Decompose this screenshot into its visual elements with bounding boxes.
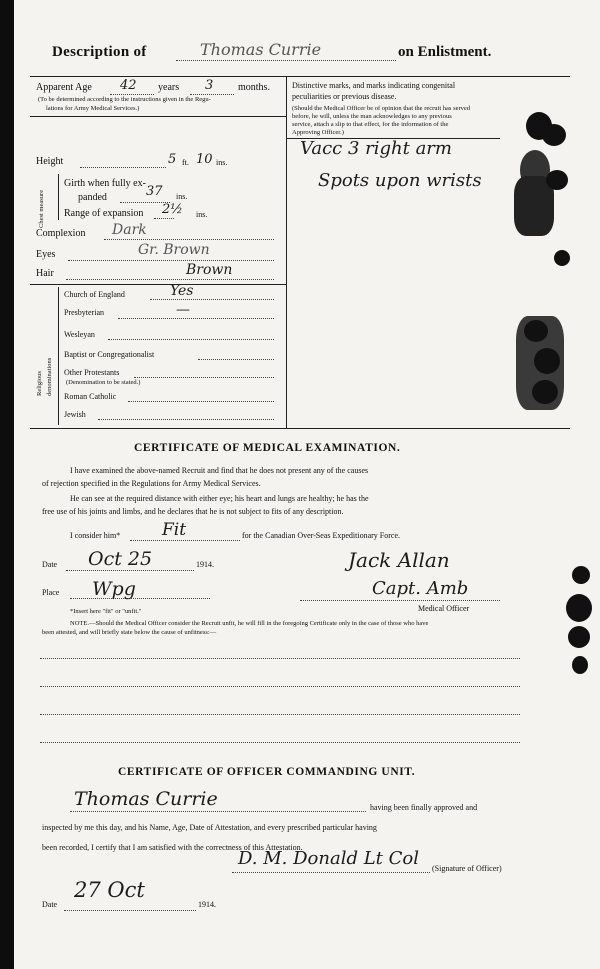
medical-note-line4: Approving Officer.) [292, 129, 344, 136]
scan-blot [572, 656, 588, 674]
medical-paragraph-1-line2: of rejection specified in the Regulations for Army Medical Services. [42, 479, 261, 488]
girth-label-cont: panded [78, 192, 107, 203]
girth-ins-abbr: ins. [176, 192, 188, 201]
scan-blot [524, 320, 548, 342]
date-label-medical: Date [42, 560, 58, 569]
blank-line [40, 714, 520, 715]
officer-year-label: 1914. [198, 900, 216, 909]
religion-other-protestants: Other Protestants [64, 368, 120, 377]
blank-line [40, 658, 520, 659]
medical-date-value: Oct 25 [88, 548, 153, 570]
religion-roman-catholic: Roman Catholic [64, 392, 117, 401]
complexion-value: Dark [112, 222, 147, 238]
religion-church-of-england-mark: Yes [170, 283, 194, 299]
religion-denomination-note: (Denomination to be stated.) [66, 379, 141, 386]
eyes-label: Eyes [36, 249, 56, 260]
officer-date-value: 27 Oct [74, 878, 145, 902]
distinctive-marks-label-2: peculiarities or previous disease. [292, 92, 397, 101]
scan-blot [572, 566, 590, 584]
medical-paragraph-1-line1: I have examined the above-named Recruit and find that he does not present any of the causes [70, 466, 369, 475]
scan-blot [534, 348, 560, 374]
religion-stroke-mark: — [176, 302, 190, 318]
inches-abbr: ins. [216, 158, 228, 167]
form-title-prefix: Description of [52, 44, 147, 60]
years-label: years [158, 82, 180, 93]
chest-measurement-vertical-label: Chest measure [38, 189, 45, 228]
medical-note-line2: before, he will, unless the man acknowledges to any previous [292, 113, 452, 120]
insert-fit-note: *Insert here "fit" or "unfit." [70, 608, 142, 615]
distinctive-marks-label-1: Distinctive marks, and marks indicating congenital [292, 81, 456, 90]
medical-officer-signature: Jack Allan [348, 548, 450, 572]
height-feet-value: 5 [168, 152, 177, 167]
form-title-suffix: on Enlistment. [398, 44, 492, 60]
officer-paragraph-line2: inspected by me this day, and his Name, Age, Date of Attestation, and every prescribed particular having [42, 823, 377, 832]
hair-value: Brown [186, 262, 233, 278]
scan-blot [542, 124, 566, 146]
eyes-value: Gr. Brown [138, 242, 210, 258]
signature-of-officer-label: (Signature of Officer) [432, 864, 502, 873]
height-label: Height [36, 156, 64, 167]
medical-note-line1: (Should the Medical Officer be of opinion that the recruit has served [292, 105, 471, 112]
for-cef-label: for the Canadian Over-Seas Expeditionary Force. [242, 531, 401, 540]
place-label: Place [42, 588, 60, 597]
religion-presbyterian: Presbyterian [64, 308, 104, 317]
apparent-age-note-line1: (To be determined according to the instructions given in the Regu- [38, 96, 211, 103]
distinctive-mark-spots: Spots upon wrists [318, 170, 482, 191]
scan-blot [568, 626, 590, 648]
expansion-label: Range of expansion [64, 208, 144, 219]
scan-left-border [0, 0, 14, 969]
religious-denominations-vertical-label: Religious [36, 371, 43, 396]
apparent-age-months-value: 3 [205, 78, 214, 93]
chest-girth-value: 37 [146, 184, 163, 199]
medical-officer-rank: Capt. Amb [372, 578, 469, 599]
feet-abbr: ft. [182, 158, 189, 167]
scan-blot [554, 250, 570, 266]
expansion-value: 2½ [162, 202, 183, 217]
religious-denominations-vertical-label-2: denominations [46, 357, 53, 396]
commanding-officer-signature: D. M. Donald Lt Col [238, 848, 419, 869]
soldier-name-handwritten: Thomas Currie [200, 40, 322, 59]
place-value: Wpg [92, 578, 136, 600]
medical-year-label: 1914. [196, 560, 214, 569]
officer-paragraph-line3: been recorded, I certify that I am satisfied with the correctness of this Attestation. [42, 843, 303, 852]
scan-blot [532, 380, 558, 404]
religion-jewish: Jewish [64, 410, 86, 419]
recruit-name-value: Thomas Currie [74, 788, 218, 810]
apparent-age-note-line2: lations for Army Medical Services.) [46, 105, 140, 112]
distinctive-mark-vaccination: Vacc 3 right arm [300, 138, 452, 159]
hair-label: Hair [36, 268, 54, 279]
height-inches-value: 10 [196, 152, 213, 167]
religion-baptist: Baptist or Congregationalist [64, 350, 155, 359]
medical-note-line3: service, attach a slip to that effect, for the information of the [292, 121, 449, 128]
medical-note-line-b: been attested, and will briefly state below the cause of unfitness:— [42, 629, 217, 636]
months-label: months. [238, 82, 270, 93]
blank-line [40, 686, 520, 687]
officer-date-label: Date [42, 900, 58, 909]
medical-certificate-heading: CERTIFICATE OF MEDICAL EXAMINATION. [134, 442, 401, 454]
complexion-label: Complexion [36, 228, 86, 239]
religion-wesleyan: Wesleyan [64, 330, 95, 339]
officer-paragraph-line1: having been finally approved and [370, 803, 478, 812]
expansion-ins-abbr: ins. [196, 210, 208, 219]
medical-paragraph-2-line2: free use of his joints and limbs, and he declares that he is not subject to fits of any description. [42, 507, 344, 516]
officer-certificate-heading: CERTIFICATE OF OFFICER COMMANDING UNIT. [118, 766, 416, 778]
blank-line [40, 742, 520, 743]
religion-church-of-england: Church of England [64, 290, 125, 299]
medical-note-line-a: NOTE.—Should the Medical Officer consider the Recruit unfit, he will fill in the foregoing Certificate only in the case of those who have [70, 620, 429, 627]
medical-officer-label: Medical Officer [418, 604, 470, 613]
apparent-age-years-value: 42 [120, 78, 137, 93]
consider-him-label: I consider him* [70, 531, 121, 540]
girth-label: Girth when fully ex- [64, 178, 146, 189]
fitness-value: Fit [162, 520, 187, 540]
scan-blot [566, 594, 592, 622]
medical-paragraph-2-line1: He can see at the required distance with either eye; his heart and lungs are healthy; he has the [70, 494, 369, 503]
apparent-age-label: Apparent Age [36, 82, 92, 93]
scan-blot [546, 170, 568, 190]
